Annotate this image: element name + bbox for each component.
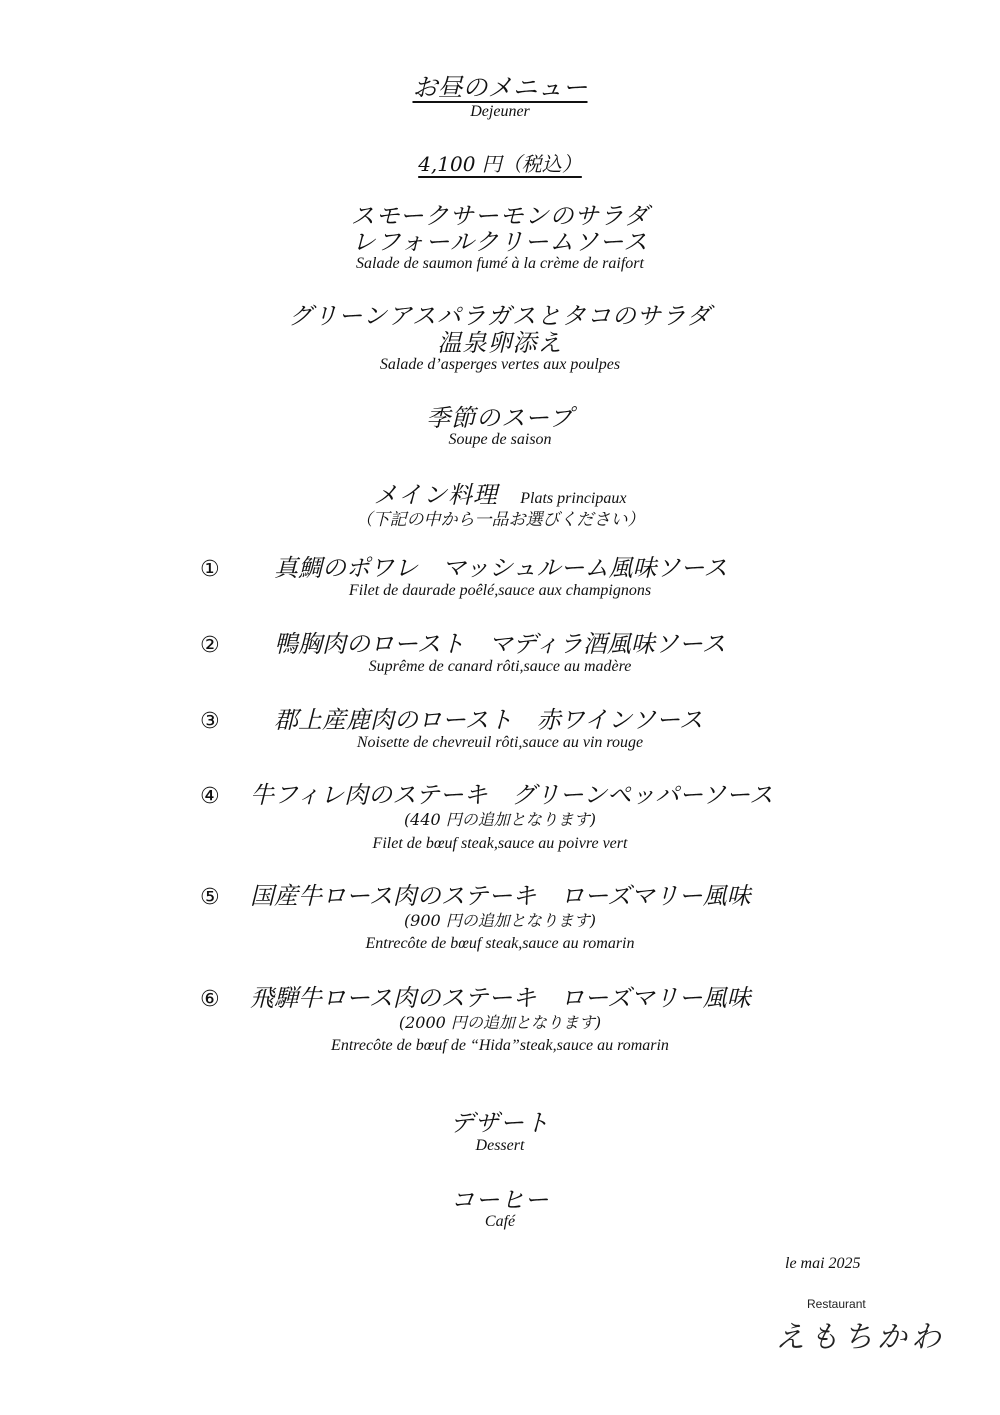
main-item-5-fr: Entrecôte de bœuf steak,sauce au romarin	[365, 935, 635, 952]
main-item-1	[200, 548, 727, 583]
menu-title: お昼のメニュー	[412, 73, 588, 102]
main-item-3	[200, 700, 703, 735]
restaurant-logo: えもちかわ	[775, 1320, 945, 1355]
item-number: ④	[200, 784, 220, 809]
item-number: ①	[200, 557, 220, 582]
course-2-jp-line1: グリーンアスパラガスとタコのサラダ	[288, 302, 712, 330]
main-item-6-extra: (2000 円の追加となります)	[398, 1013, 602, 1032]
main-note: （下記の中から一品お選びください）	[355, 510, 645, 530]
dessert-jp: デザート	[450, 1109, 550, 1137]
item-number: ⑤	[200, 885, 220, 910]
menu-subtitle: Dejeuner	[470, 103, 530, 120]
item-jp: 鴨胸肉のロースト マディラ酒風味ソース	[274, 630, 726, 658]
main-item-5	[200, 876, 751, 911]
coffee-fr: Café	[484, 1213, 516, 1230]
item-jp: 国産牛ロース肉のステーキ ローズマリー風味	[250, 882, 751, 910]
item-jp: 真鯛のポワレ マッシュルーム風味ソース	[274, 554, 728, 582]
main-title-fr: Plats principaux	[520, 490, 627, 507]
dessert-fr: Dessert	[475, 1137, 525, 1154]
course-1-fr: Salade de saumon fumé à la crème de raifort	[356, 255, 644, 272]
main-item-1-fr: Filet de daurade poêlé,sauce aux champignons	[348, 582, 652, 599]
item-jp: 牛フィレ肉のステーキ グリーンペッパーソース	[250, 781, 773, 809]
item-jp: 郡上産鹿肉のロースト 赤ワインソース	[274, 706, 703, 734]
restaurant-logo-caption: Restaurant	[807, 1297, 866, 1311]
main-item-6-fr: Entrecôte de bœuf de “Hida”steak,sauce au romarin	[331, 1037, 669, 1054]
coffee-jp: コーヒー	[450, 1186, 550, 1214]
course-3-jp: 季節のスープ	[426, 404, 574, 432]
main-item-4	[200, 775, 773, 810]
item-jp: 飛騨牛ロース肉のステーキ ローズマリー風味	[250, 984, 751, 1012]
price: 4,100 円（税込）	[418, 152, 582, 176]
course-3-fr: Soupe de saison	[448, 431, 552, 448]
item-number: ②	[200, 633, 220, 658]
menu-date: le mai 2025	[785, 1255, 861, 1272]
course-1-jp-line2: レフォールクリームソース	[351, 228, 649, 256]
item-number: ③	[200, 709, 220, 734]
main-item-4-fr: Filet de bœuf steak,sauce au poivre vert	[372, 835, 628, 852]
course-2-fr: Salade d’asperges vertes aux poulpes	[379, 356, 621, 373]
course-2-jp-line2: 温泉卵添え	[437, 329, 563, 357]
main-item-2-fr: Suprême de canard rôti,sauce au madère	[368, 658, 632, 675]
item-number: ⑥	[200, 987, 220, 1012]
course-1-jp-line1: スモークサーモンのサラダ	[350, 202, 650, 230]
main-item-2	[200, 624, 726, 659]
main-item-5-extra: (900 円の追加となります)	[403, 911, 597, 930]
main-item-3-fr: Noisette de chevreuil rôti,sauce au vin rouge	[356, 734, 644, 751]
main-title-jp: メイン料理	[373, 481, 499, 509]
main-item-4-extra: (440 円の追加となります)	[403, 810, 597, 829]
main-item-6	[200, 978, 751, 1013]
